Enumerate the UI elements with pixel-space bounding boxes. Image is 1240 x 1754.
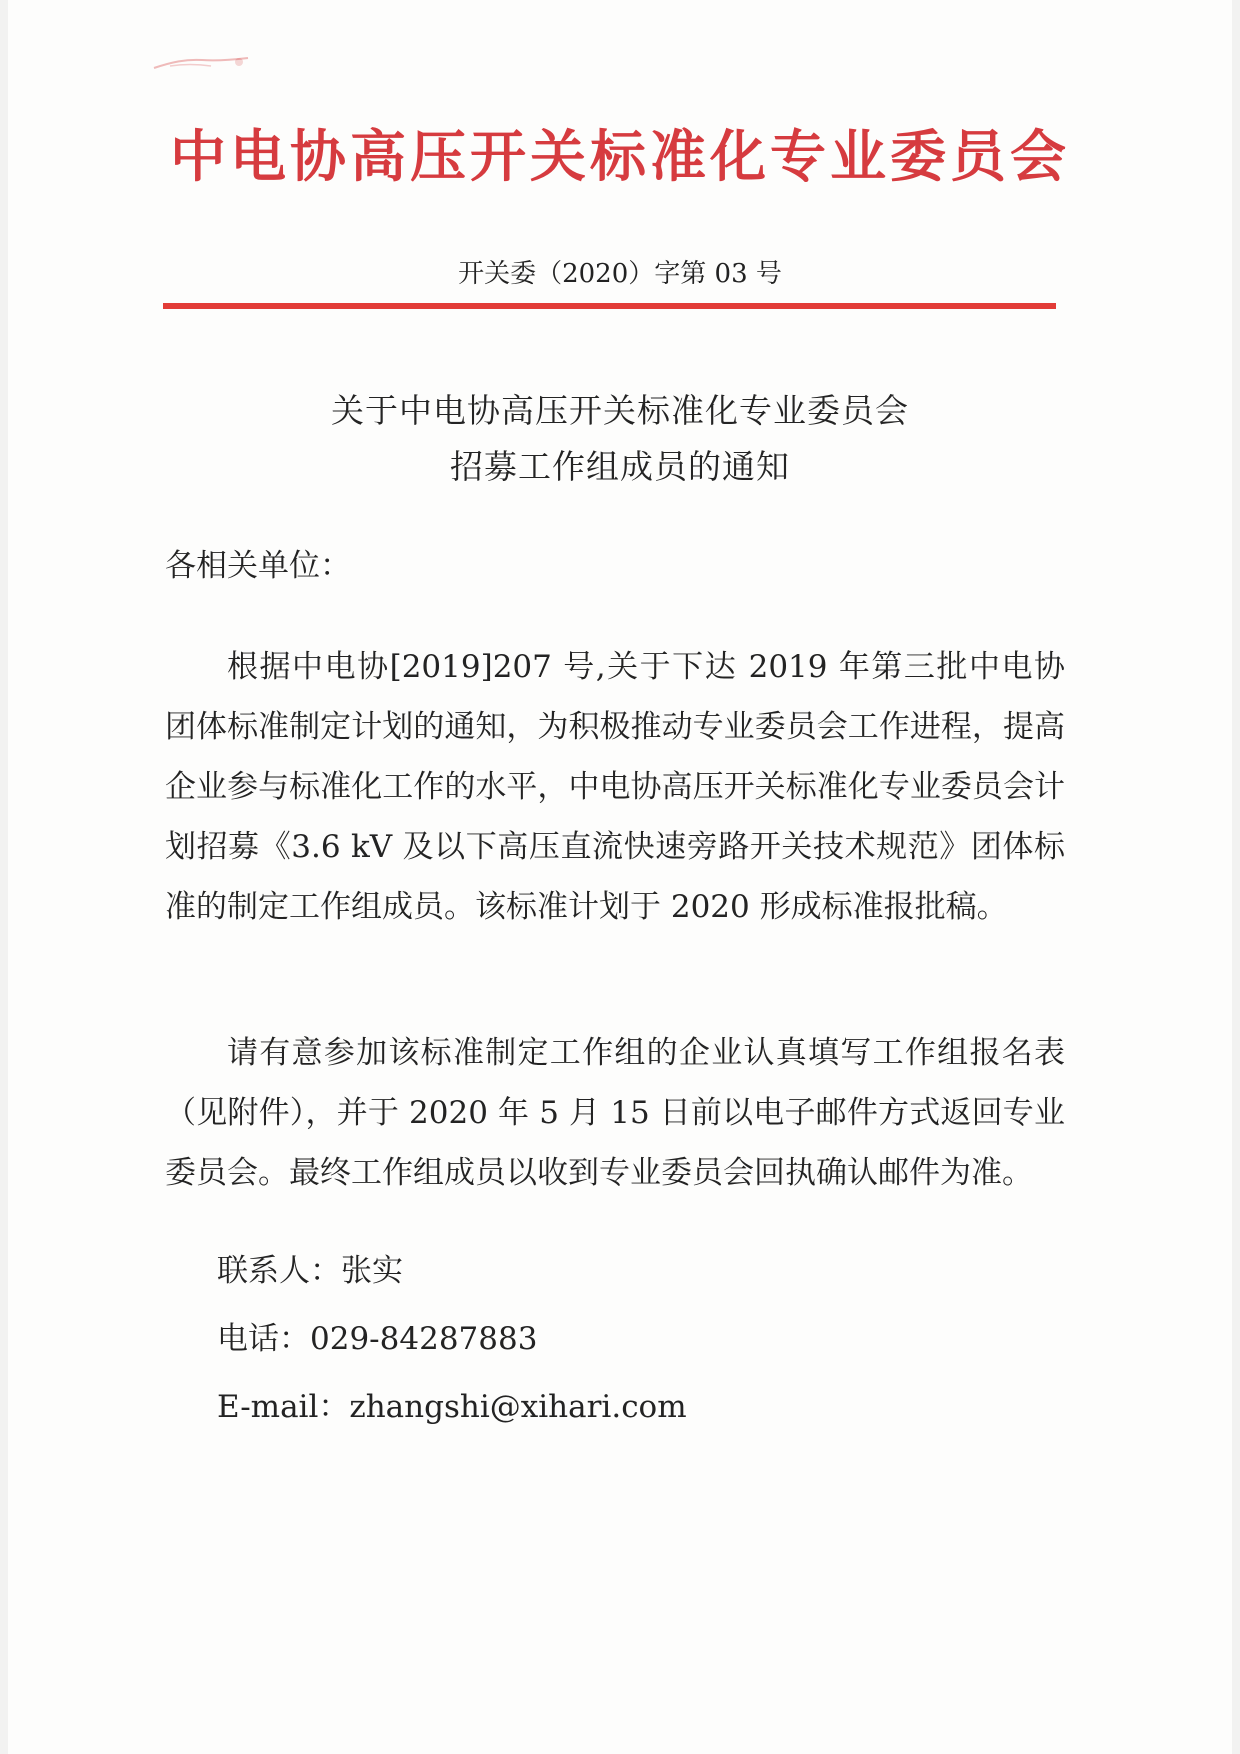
contact-person: 联系人：张实 — [217, 1253, 403, 1289]
document-number: 开关委（2020）字第 03 号 — [458, 259, 782, 289]
notice-title-line-1: 关于中电协高压开关标准化专业委员会 — [331, 391, 909, 430]
scan-mark-icon — [150, 48, 258, 82]
body-paragraph-1: 根据中电协[2019]207 号,关于下达 2019 年第三批中电协团体标准制定计划的通知，为积极推动专业委员会工作进程，提高企业参与标准化工作的水平，中电协高压开关标准化专业委员会计划招募《3.6 kV 及以下高压直流快速旁路开关技术规范》团体标准的制定工作组成员。该标准计划于 2020 形成标准报批稿。 — [165, 649, 1065, 925]
notice-title-line-2: 招募工作组成员的通知 — [450, 447, 790, 486]
organization-letterhead: 中电协高压开关标准化专业委员会 — [170, 125, 1070, 190]
contact-phone: 电话：029-84287883 — [217, 1321, 538, 1357]
salutation: 各相关单位： — [165, 548, 351, 584]
contact-email: E-mail：zhangshi@xihari.com — [217, 1389, 687, 1425]
notice-title — [0, 383, 1240, 495]
red-separator-line — [163, 303, 1056, 309]
body-paragraph-2: 请有意参加该标准制定工作组的企业认真填写工作组报名表（见附件），并于 2020 年 5 月 15 日前以电子邮件方式返回专业委员会。最终工作组成员以收到专业委员会回执确认邮件为准。 — [165, 1035, 1065, 1191]
